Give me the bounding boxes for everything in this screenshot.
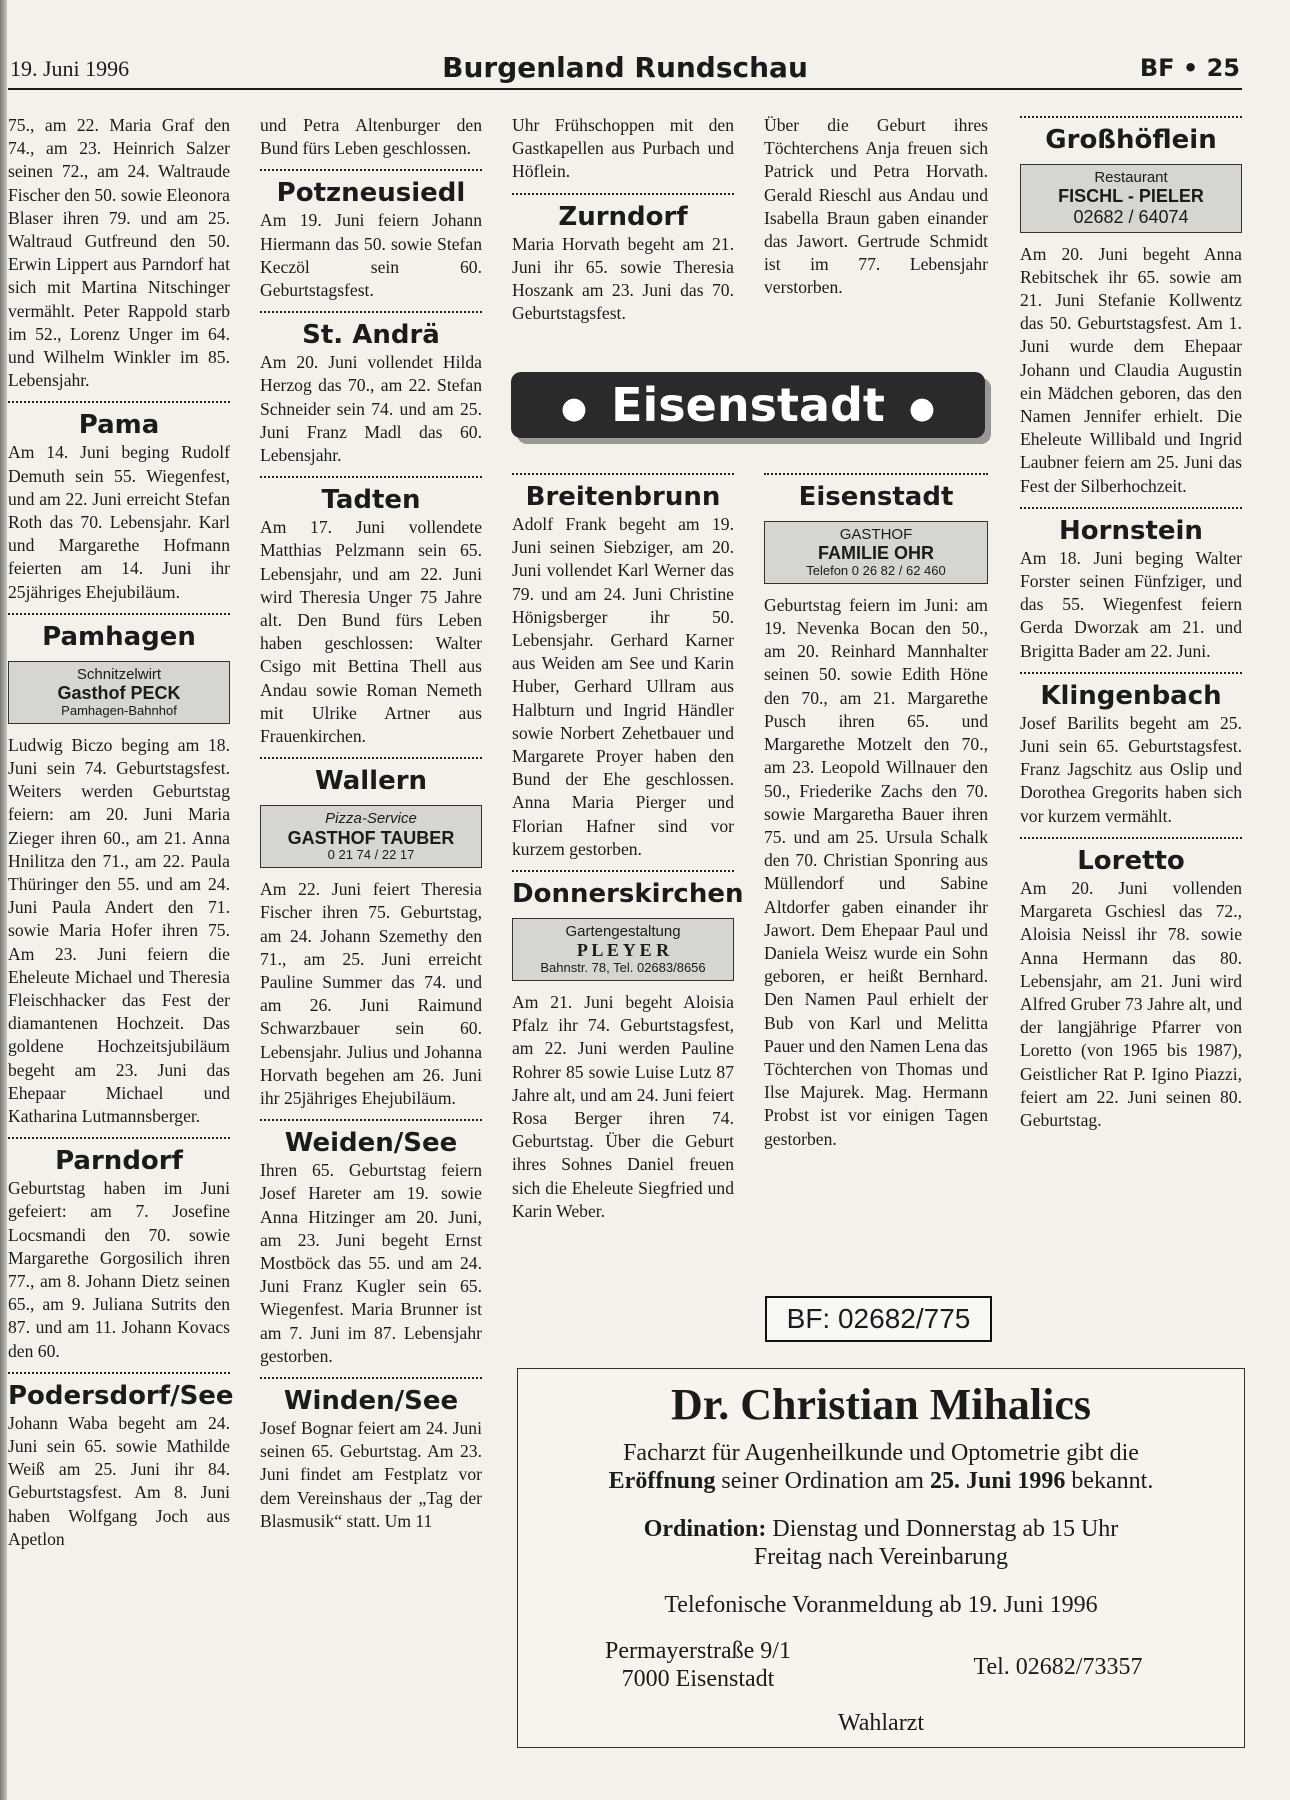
ad-gasthof-ohr xyxy=(764,521,988,584)
divider xyxy=(1020,507,1242,509)
section-heading-potzneusiedl: Potzneusiedl xyxy=(276,178,466,209)
ad-line: Restaurant xyxy=(1094,169,1168,186)
ad-line: Pizza-Service xyxy=(325,810,417,828)
article-text: Ludwig Biczo beging am 18. Juni sein 74. Geburtstagsfest. Weiters werden Geburtstag feiern: am 20. Juni Maria Zieger ihren 60., am 21. Anna Hnilitza den 71., am 22. Paula Thüringer den 55. und am 24. Juni Paula Andert den 71. sowie Maria Hofer ihren 75. Am 23. Juni feiern die Eheleute Michael und Theresia Fleischhacker das Fest der diamantenen Hochzeit. Das goldene Hochzeitsjubiläum begeht am 23. Juni das Ehepaar Michael und Katharina Lutmannsberger. xyxy=(8,734,230,1126)
phone-box: BF: 02682/775 xyxy=(765,1296,992,1342)
column-2 xyxy=(260,114,482,1533)
article-text: Über die Geburt ihres Töchterchens Anja freuen sich Patrick und Petra Horvath. Gerald Rieschl aus Andau und Isabella Braun gaben einander das Jawort. Gertrude Schmidt ist im 77. Lebensjahr verstorben. xyxy=(764,115,988,298)
article-text: Geburtstag haben im Juni gefeiert: am 7. Josefine Locsmandi den 70. sowie Margarethe Gorgosilich ihren 77., am 8. Johann Dietz seinen 65., am 9. Juliana Sutrits den 87. und am 11. Johann Kovacs den 60. xyxy=(8,1178,230,1361)
divider xyxy=(260,476,482,478)
divider xyxy=(8,613,230,615)
article-text: und Petra Altenburger den Bund fürs Leben geschlossen. xyxy=(260,115,482,159)
ad-text-part: bekannt. xyxy=(1065,1468,1154,1494)
ad-gasthof-peck xyxy=(8,661,230,724)
ordination-label: Ordination: xyxy=(643,1516,767,1542)
issue-date: 19. Juni 1996 xyxy=(10,56,130,81)
section-heading-pama: Pama xyxy=(78,410,160,441)
ad-line: Telefon 0 26 82 / 62 460 xyxy=(806,562,946,578)
ad-line: FISCHL - PIELER xyxy=(1058,186,1204,207)
ad-line: Gartengestaltung xyxy=(565,923,681,941)
section-heading-klingenbach: Klingenbach xyxy=(1040,680,1222,711)
section-heading-grosshoeflein: Großhöflein xyxy=(1045,125,1217,155)
ad-gasthof-tauber xyxy=(260,805,482,868)
ad-bold: Eröffnung xyxy=(608,1468,716,1494)
ad-fischl-pieler xyxy=(1020,164,1242,233)
divider xyxy=(512,193,734,195)
ad-line: Gasthof PECK xyxy=(57,683,181,704)
ad-text xyxy=(518,1467,1244,1495)
article-text: Maria Horvath begeht am 21. Juni ihr 65. sowie Theresia Hoszank am 23. Juni das 70. Geburtstagsfest. xyxy=(512,233,734,324)
column-3-lower xyxy=(512,464,744,1223)
section-banner-eisenstadt xyxy=(511,372,985,438)
article-text: Am 21. Juni begeht Aloisia Pfalz ihr 74. Geburtstagsfest, am 22. Juni werden Pauline Rohrer 85 sowie Luise Lutz 87 Jahre alt, und am 24. Juni feiert Rosa Berger ihren 74. Geburtstag. Über die Geburt ihres Sohnes Daniel freuen sich die Eheleute Siegfried und Karin Weber. xyxy=(512,991,734,1221)
divider xyxy=(8,1372,230,1374)
ad-text: Telefonische Voranmeldung ab 19. Juni 1996 xyxy=(664,1592,1098,1618)
divider xyxy=(260,757,482,759)
article-text: Am 17. Juni vollendete Matthias Pelzmann sein 65. Lebensjahr, und am 22. Juni wird Theresia Unger 75 Jahre alt. Den Bund fürs Leben haben geschlossen: Walter Csigo mit Bettina Thell aus Andau sowie Roman Nemeth mit Ulrike Artner aus Frauenkirchen. xyxy=(260,517,482,747)
doctor-name: Dr. Christian Mihalics xyxy=(670,1380,1092,1429)
newspaper-title: Burgenland Rundschau xyxy=(442,51,808,84)
ad-text: Facharzt für Augenheilkunde und Optometrie gibt die xyxy=(623,1440,1139,1466)
article-text: Am 18. Juni beging Walter Forster seinen Fünfziger, und das 55. Wiegenfest feiern Gerda Dworzak am 21. und Brigitta Bader am 22. Juni. xyxy=(1020,547,1242,661)
column-4-top xyxy=(764,114,988,300)
divider xyxy=(8,1137,230,1139)
divider xyxy=(260,311,482,313)
column-3-top xyxy=(512,114,734,325)
article-text: Geburtstag feiern im Juni: am 19. Nevenka Bocan den 50., am 20. Reinhard Mannhalter seinen 50. sowie Edith Höne den 70., am 21. Margarethe Pusch ihren 65. und Margarethe Motzelt den 70., am 23. Leopold Willnauer den 50., Friederike Zachs den 70. sowie Margaretha Bauer ihren 75. und am 25. Ursula Schalk den 70. Christian Sponring aus Müllendorf und Sabine Altdorfer gaben einander ihr Jawort. Dem Ehepaar Paul und Daniela Weisz wurde ein Sohn geboren, er heißt Bernhard. Den Namen Paul erhielt der Bub von Karl und Melitta Pauer und den Namen Lena das Töchterchen von Thomas und Ilse Majurek. Mag. Hermann Probst ist vor einigen Tagen gestorben. xyxy=(764,594,988,1149)
address-street: Permayerstraße 9/1 xyxy=(605,1638,791,1664)
page-header xyxy=(8,48,1242,90)
page-number: BF • 25 xyxy=(1139,54,1240,82)
ad-line: GASTHOF xyxy=(839,526,913,543)
section-heading-loretto: Loretto xyxy=(1077,845,1185,876)
ad-line: GASTHOF TAUBER xyxy=(287,827,455,848)
column-1 xyxy=(8,114,234,1551)
ad-line: FAMILIE OHR xyxy=(818,543,934,564)
article-text: Josef Bognar feiert am 24. Juni seinen 65. Geburtstag. Am 23. Juni findet am Festplatz vor dem Vereinshaus der „Tag der Blasmusik“ statt. Um 11 xyxy=(260,1418,482,1531)
divider xyxy=(512,473,734,475)
section-heading-podersdorf: Podersdorf/See xyxy=(8,1380,234,1411)
ad-text-part: seiner Ordination am xyxy=(715,1468,930,1494)
ad-line: 02682 / 64074 xyxy=(1073,206,1189,227)
divider xyxy=(1020,837,1242,839)
ad-line: Schnitzelwirt xyxy=(76,665,162,683)
divider xyxy=(764,473,988,475)
ad-footer: Wahlarzt xyxy=(837,1710,924,1736)
section-heading-pamhagen: Pamhagen xyxy=(42,621,196,652)
ad-text-part: Dienstag und Donnerstag ab 15 Uhr xyxy=(766,1516,1119,1542)
ad-line: P L E Y E R xyxy=(576,940,670,961)
column-5 xyxy=(1020,114,1242,1132)
divider xyxy=(1020,116,1242,118)
ad-bold: 25. Juni 1996 xyxy=(929,1468,1066,1494)
article-text: Am 19. Juni feiern Johann Hiermann das 50. sowie Stefan Keczöl sein 60. Geburtstagsfest. xyxy=(260,210,482,301)
address-city: 7000 Eisenstadt xyxy=(621,1666,775,1692)
banner-text: Eisenstadt xyxy=(611,378,885,432)
article-text: Johann Waba begeht am 24. Juni sein 65. sowie Mathilde Weiß am 25. Juni ihr 84. Geburtstagsfest. Am 8. Juni haben Wolfgang Joch aus Apetlon xyxy=(8,1412,230,1549)
article-text: 75., am 22. Maria Graf den 74., am 23. Heinrich Salzer seinen 72., am 24. Waltraude Fischer den 50. sowie Eleonora Blaser ihren 79. und am 25. Waltraud Gutfreund den 50. Erwin Lippert aus Parndorf hat sich mit Martina Nitschinger vermählt. Peter Rappold starb im 52., Lorenz Unger im 64. und Wilhelm Winkler im 85. Lebensjahr. xyxy=(8,115,230,391)
doctor-phone: Tel. 02682/73357 xyxy=(973,1654,1143,1680)
section-heading-wallern: Wallern xyxy=(314,766,428,797)
doctor-advertisement xyxy=(517,1368,1245,1748)
article-text: Am 20. Juni vollenden Margareta Gschiesl das 72., Aloisia Neissl ihr 78. sowie Anna Hermann das 80. Lebensjahr, am 21. Juni wird Alfred Gruber 73 Jahre alt, und der langjährige Pfarrer von Loretto (von 1965 bis 1987), Geistlicher Rat P. Igino Piazzi, feiert am 22. Juni seinen 80. Geburtstag. xyxy=(1020,877,1242,1130)
article-text: Josef Barilits begeht am 25. Juni sein 65. Geburtstagsfest. Franz Jagschitz aus Oslip und Dorothea Gregorits haben sich vor kurzem vermählt. xyxy=(1020,712,1242,826)
article-text: Am 22. Juni feiert Theresia Fischer ihren 75. Geburtstag, am 24. Johann Szemethy den 71., am 25. Juni erreicht Pauline Summer das 74. und am 26. Juni Raimund Schwarzbauer sein 60. Lebensjahr. Julius und Johanna Horvath begehen am 26. Juni ihr 25jähriges Ehejubiläum. xyxy=(260,879,482,1108)
ad-line: 0 21 74 / 22 17 xyxy=(327,847,415,863)
article-text: Uhr Frühschoppen mit den Gastkapellen aus Purbach und Höflein. xyxy=(512,115,734,182)
ordination-hours xyxy=(518,1515,1244,1543)
section-heading-winden: Winden/See xyxy=(283,1386,459,1416)
bullet-icon: ● xyxy=(560,390,588,426)
divider xyxy=(260,169,482,171)
ad-pleyer xyxy=(512,918,734,981)
section-heading-weiden: Weiden/See xyxy=(284,1128,458,1159)
divider xyxy=(8,401,230,403)
section-heading-donnerskirchen: Donnerskirchen xyxy=(512,879,744,910)
divider xyxy=(1020,672,1242,674)
section-heading-st-andrae: St. Andrä xyxy=(302,320,440,351)
ad-text: Freitag nach Vereinbarung xyxy=(753,1544,1009,1570)
section-heading-hornstein: Hornstein xyxy=(1059,515,1203,546)
section-heading-parndorf: Parndorf xyxy=(55,1146,183,1177)
section-heading-zurndorf: Zurndorf xyxy=(558,201,688,232)
article-text: Am 20. Juni begeht Anna Rebitschek ihr 65. sowie am 21. Juni Stefanie Kollwentz das 50. Geburtstagsfest. Am 1. Juni wurde dem Ehepaar Johann und Claudia Augustin ein Mädchen geboren, das den Namen Jennifer erhielt. Die Eheleute Willibald und Ingrid Laubner feiern am 25. Juni das Fest der Silberhochzeit. xyxy=(1020,243,1242,496)
article-text: Ihren 65. Geburtstag feiern Josef Hareter am 19. sowie Anna Hitzinger am 20. Juni, am 23. Juni begeht Ernst Mostböck das 55. und am 24. Juni Franz Kugler sein 65. Wiegenfest. Maria Brunner ist am 7. Juni im 87. Lebensjahr gestorben. xyxy=(260,1160,482,1366)
column-4-lower xyxy=(764,464,988,1151)
article-text: Am 14. Juni beging Rudolf Demuth sein 55. Wiegenfest, und am 22. Juni erreicht Stefan Roth das 70. Lebensjahr. Karl und Margarethe Hofmann feierten am 14. Juni ihr 25jähriges Ehejubiläum. xyxy=(8,442,230,602)
ad-line: Pamhagen-Bahnhof xyxy=(61,702,177,718)
article-text: Adolf Frank begeht am 19. Juni seinen Siebziger, am 20. Juni vollendet Karl Werner das 79. und am 24. Juni Christine Hönigsberger ihr 50. Lebensjahr. Gerhard Karner aus Weiden am See und Karin Huber, Gerhard Ullram aus Halbturn und Ingrid Händler sowie Norbert Zehetbauer und Margarete Proyer haben den Bund der Ehe geschlossen. Anna Maria Pierger und Florian Hafner sind vor kurzem gestorben. xyxy=(512,514,734,859)
divider xyxy=(512,870,734,872)
article-text: Am 20. Juni vollendet Hilda Herzog das 70., am 22. Stefan Schneider sein 74. und am 25. Juni Franz Madl das 60. Lebensjahr. xyxy=(260,352,482,466)
divider xyxy=(260,1119,482,1121)
bullet-icon: ● xyxy=(908,390,936,426)
section-heading-eisenstadt: Eisenstadt xyxy=(798,482,954,512)
section-heading-breitenbrunn: Breitenbrunn xyxy=(525,482,721,512)
section-heading-tadten: Tadten xyxy=(321,485,421,516)
ad-line: Bahnstr. 78, Tel. 02683/8656 xyxy=(540,959,706,975)
page-edge xyxy=(0,0,7,1800)
divider xyxy=(260,1377,482,1379)
